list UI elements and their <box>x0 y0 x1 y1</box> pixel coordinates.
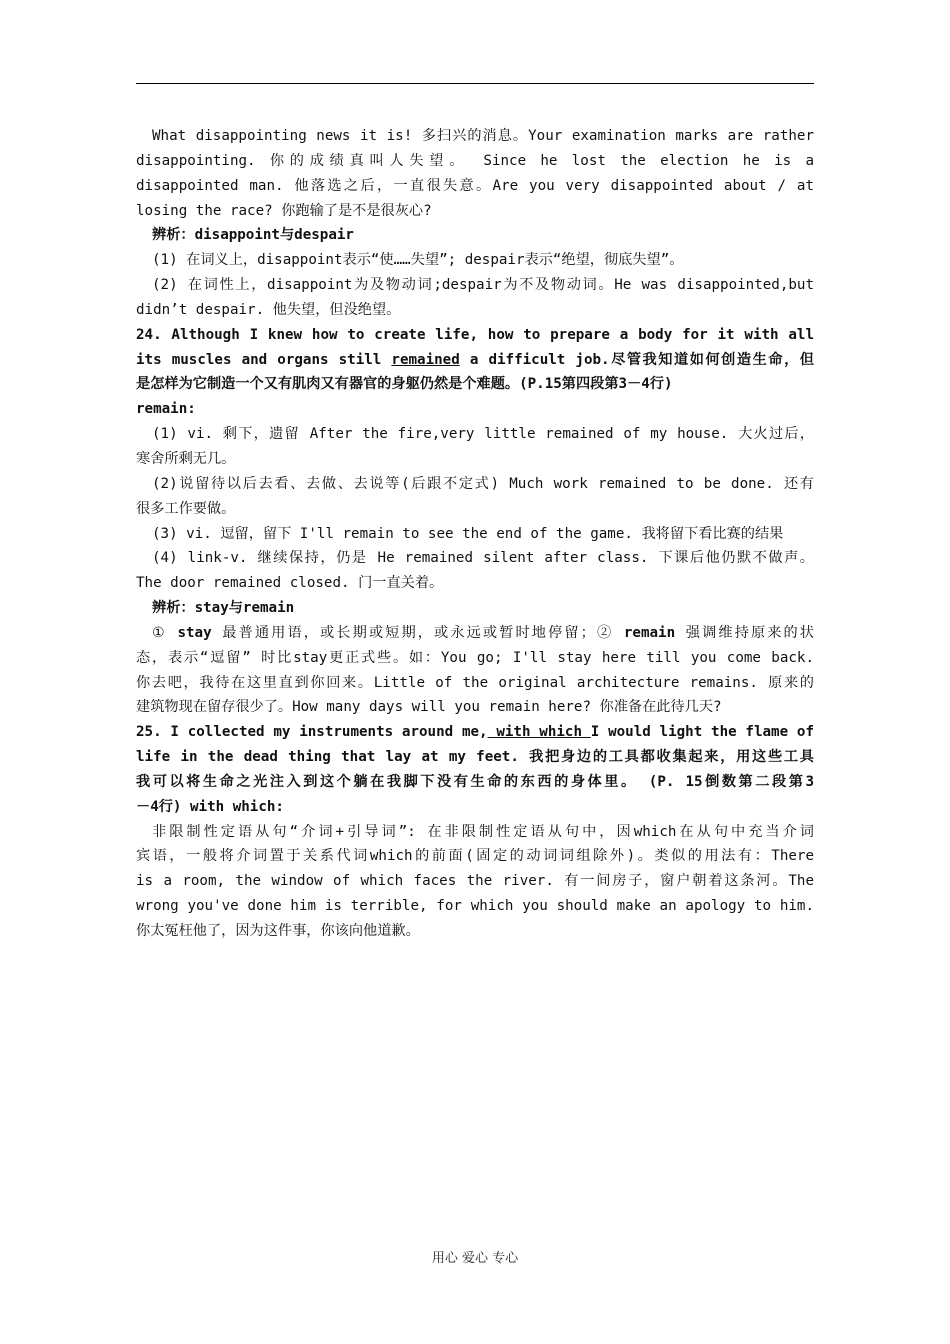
text-line: 宾语，一般将介词置于关系代词which的前面(固定的动词词组除外)。类似的用法有：There <box>136 848 814 865</box>
text-line: disappointing. 你的成绩真叫人失望。 Since he lost the election he is a <box>136 152 814 169</box>
text-line: remain: <box>136 401 196 418</box>
text-line: is a room, the window of which faces the river. 有一间房子，窗户朝着这条河。The <box>136 873 814 890</box>
header-rule <box>136 83 814 84</box>
text-line: 辨析：stay与remain <box>152 600 295 617</box>
text-line: losing the race? 你跑输了是不是很灰心? <box>136 202 432 219</box>
text-line: disappointed man. 他落选之后，一直很失意。Are you very disappointed about / at <box>136 177 814 194</box>
text-segment: remain <box>623 624 676 641</box>
text-line: 辨析：disappoint与despair <box>152 227 354 244</box>
text-line: 建筑物现在留存很少了。How many days will you remain here? 你准备在此待几天? <box>136 699 722 716</box>
text-segment: ① <box>152 624 178 641</box>
text-line: －4行) with which: <box>136 798 284 815</box>
text-line: 非限制性定语从句“介词+引导词”: 在非限制性定语从句中，因which在从句中充当介词 <box>152 823 814 840</box>
text-line: life in the dead thing that lay at my feet. 我把身边的工具都收集起来，用这些工具 <box>136 749 814 766</box>
text-line: (3) vi. 逗留，留下 I'll remain to see the end of the game. 我将留下看比赛的结果 <box>152 525 784 542</box>
text-line: 是怎样为它制造一个又有肌肉又有器官的身躯仍然是个难题。(P.15第四段第3－4行) <box>136 376 673 393</box>
text-line: wrong you've done him is terrible, for which you should make an apology to him. <box>136 898 814 915</box>
text-line <box>136 621 814 646</box>
text-line: 很多工作要做。 <box>136 500 236 517</box>
text-line <box>136 323 814 348</box>
document-body <box>136 124 814 944</box>
text-line: (4) link-v. 继续保持，仍是 He remained silent after class. 下课后他仍默不做声。 <box>152 550 814 567</box>
text-line: didn’t despair. 他失望，但没绝望。 <box>136 301 401 318</box>
text-line: The door remained closed. 门一直关着。 <box>136 575 444 592</box>
text-segment: 最普通用语，或长期或短期，或永远或暂时地停留；② <box>211 624 624 641</box>
text-line: (2)说留待以后去看、去做、去说等(后跟不定式) Much work remained to be done. 还有 <box>152 475 814 492</box>
text-segment: 24. Although I knew how to create life, how to prepare a body for it with all <box>136 326 814 343</box>
text-segment: stay <box>177 624 212 641</box>
text-line: 态，表示“逗留” 时比stay更正式些。如：You go; I'll stay here till you come back. <box>136 649 814 666</box>
text-line <box>136 348 814 373</box>
text-line: What disappointing news it is! 多扫兴的消息。Your examination marks are rather <box>152 128 814 144</box>
page-footer: 用心 爱心 专心 <box>431 1251 519 1266</box>
underlined-phrase: remained <box>391 351 460 368</box>
text-line: 你太冤枉他了，因为这件事，你该向他道歉。 <box>136 923 420 939</box>
text-line: 我可以将生命之光注入到这个躺在我脚下没有生命的东西的身体里。 (P. 15倒数第二段第3 <box>136 773 814 790</box>
text-line <box>136 720 814 745</box>
text-segment: 强调维持原来的状 <box>675 624 814 641</box>
text-line: (2) 在词性上，disappoint为及物动词;despair为不及物动词。He was disappointed,but <box>152 277 814 294</box>
underlined-phrase: with which <box>487 724 591 741</box>
text-segment: a difficult job.尽管我知道如何创造生命，但 <box>459 351 814 368</box>
text-line: (1) vi. 剩下，遗留 After the fire,very little remained of my house. 大火过后， <box>152 426 814 443</box>
text-line: 寒舍所剩无几。 <box>136 450 236 467</box>
text-segment: I would light the flame of <box>590 724 814 741</box>
text-segment: 25. I collected my instruments around me, <box>136 724 488 741</box>
text-segment: its muscles and organs still <box>136 351 392 368</box>
text-line: (1) 在词义上，disappoint表示“使……失望”; despair表示“绝望，彻底失望”。 <box>152 252 684 269</box>
text-line: 你去吧，我待在这里直到你回来。Little of the original architecture remains. 原来的 <box>136 674 814 691</box>
